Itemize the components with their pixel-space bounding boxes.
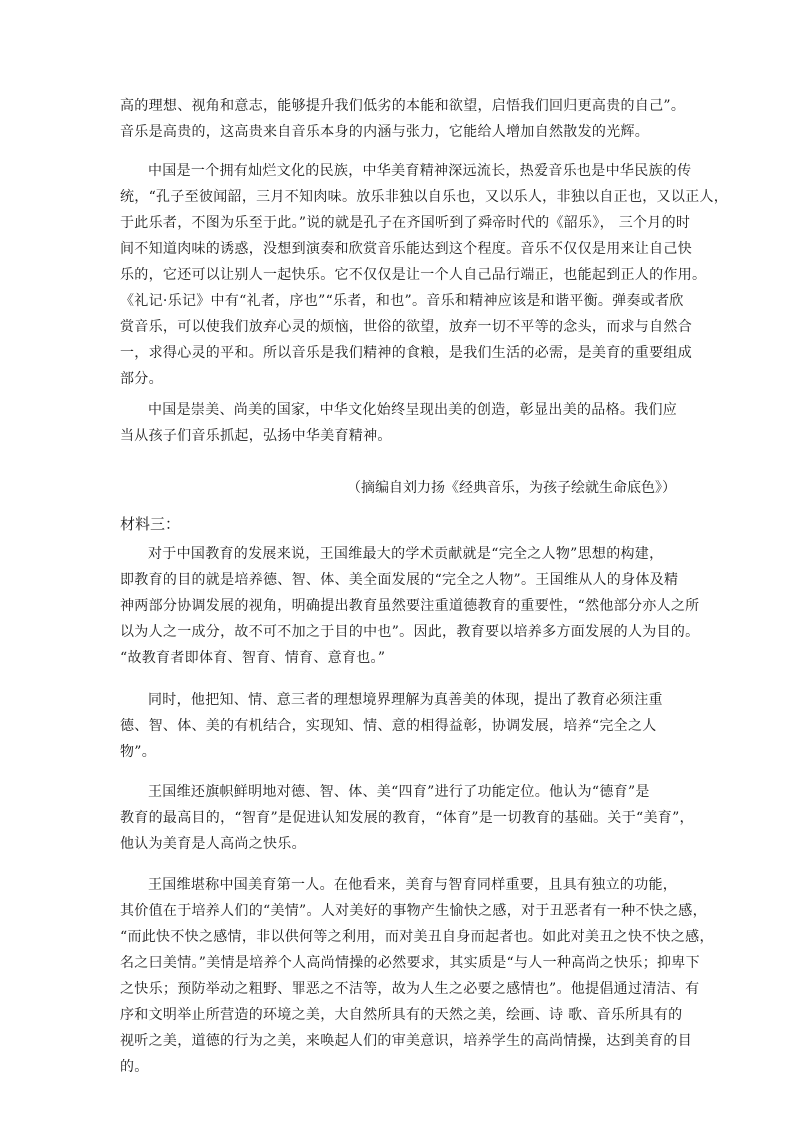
source-attribution: （摘编自刘力扬《经典音乐，为孩子绘就生命底色》） xyxy=(347,480,676,496)
text-line: 德、智、体、美的有机结合，实现知、情、意的相得益彰，协调发展，培养“完全之人 xyxy=(120,718,657,734)
text-line: 教育的最高目的，“智育”是促进认知发展的教育，“体育”是一切教育的基础。关于“美育”， xyxy=(120,810,694,826)
text-line: 王国维堪称中国美育第一人。在他看来，美育与智育同样重要，且具有独立的功能， xyxy=(148,877,678,893)
section3-paragraph-3 xyxy=(120,779,694,857)
text-line: 序和文明举止所营造的环境之美，大自然所具有的天然之美，绘画、诗 歌、音乐所具有的 xyxy=(120,1007,683,1023)
text-line: 以为人之一成分，故不可不加之于目的中也”。因此，教育要以培养多方面发展的人为目的。 xyxy=(120,624,700,640)
text-line: 中国是崇美、尚美的国家，中华文化始终呈现出美的创造，彰显出美的品格。我们应 xyxy=(148,402,678,418)
text-line: “故教育者即体育、智育、情育、意育也。” xyxy=(120,650,386,666)
section-heading: 材料三： xyxy=(120,515,181,533)
text-line: 当从孩子们音乐抓起，弘扬中华美育精神。 xyxy=(120,428,392,444)
text-line: 视听之美，道德的行为之美，来唤起人们的审美意识，培养学生的高尚情操，达到美育的目 xyxy=(120,1033,692,1049)
text-line: 的。 xyxy=(120,1059,149,1075)
text-line: 部分。 xyxy=(120,371,163,387)
text-line: 一，求得心灵的平和。所以音乐是我们精神的食粮，是我们生活的必需，是美育的重要组成 xyxy=(120,345,692,361)
section3-paragraph-4 xyxy=(120,872,714,1080)
text-line: 名之曰美情。”美情是培养个人高尚情操的必然要求，其实质是“与人一种高尚之快乐；抑卑下 xyxy=(120,955,700,971)
text-line: 音乐是高贵的，这高贵来自音乐本身的内涵与张力，它能给人增加自然散发的光辉。 xyxy=(120,124,650,140)
text-line: 神两部分协调发展的视角，明确提出教育虽然要注重道德教育的重要性，“然他部分亦人之所 xyxy=(120,598,700,614)
section3-paragraph-2 xyxy=(120,687,680,765)
text-line: 之快乐；预防举动之粗野、罪恶之不洁等，故为人生之必要之感情也”。他提倡通过清洁、有 xyxy=(120,981,700,997)
text-line: 对于中国教育的发展来说，王国维最大的学术贡献就是“完全之人物”思想的构建， xyxy=(148,546,664,562)
text-line: 高的理想、视角和意志，能够提升我们低劣的本能和欲望，启悟我们回归更高贵的自己”。 xyxy=(120,98,686,114)
text-line: 物”。 xyxy=(120,744,157,760)
text-line: 于此乐者，不图为乐至于此。”说的就是孔子在齐国听到了舜帝时代的《韶乐》， 三个月的时 xyxy=(120,215,691,231)
text-line: 乐的，它还可以让别人一起快乐。它不仅仅是让一个人自己品行端正，也能起到正人的作用。 xyxy=(120,267,707,283)
section3-paragraph-1 xyxy=(120,541,700,671)
text-line: 其价值在于培养人们的“美情”。人对美好的事物产生愉快之感，对于丑恶者有一种不快之感， xyxy=(120,903,707,919)
section2-paragraph-3 xyxy=(120,397,680,449)
text-line: 王国维还旗帜鲜明地对德、智、体、美“四育”进行了功能定位。他认为“德育”是 xyxy=(148,784,650,800)
text-line: 赏音乐，可以使我们放弃心灵的烦恼，世俗的欲望，放弃一切不平等的念头，而求与自然合 xyxy=(120,319,692,335)
section2-paragraph-1 xyxy=(120,93,686,145)
text-line: 《礼记·乐记》中有“礼者，序也”“乐者，和也”。音乐和精神应该是和谐平衡。弹奏或者欣 xyxy=(120,293,684,309)
text-line: 中国是一个拥有灿烂文化的民族，中华美育精神深远流长，热爱音乐也是中华民族的传 xyxy=(148,163,692,179)
text-line: 他认为美育是人高尚之快乐。 xyxy=(120,836,306,852)
text-line: 同时，他把知、情、意三者的理想境界理解为真善美的体现，提出了教育必须注重 xyxy=(148,692,663,708)
text-line: 间不知道肉味的诱惑，没想到演奏和欣赏音乐能达到这个程度。音乐不仅仅是用来让自己快 xyxy=(120,241,692,257)
text-line: 统，“孔子至彼闻韶，三月不知肉味。放乐非独以自乐也，又以乐人，非独以自正也，又以正人， xyxy=(120,189,729,205)
section2-paragraph-2 xyxy=(120,158,729,392)
text-line: “而此快不快之感情，非以供何等之利用，而对美丑自身而起者也。如此对美丑之快不快之感， xyxy=(120,929,714,945)
text-line: 即教育的目的就是培养德、智、体、美全面发展的“完全之人物”。王国维从人的身体及精 xyxy=(120,572,679,588)
